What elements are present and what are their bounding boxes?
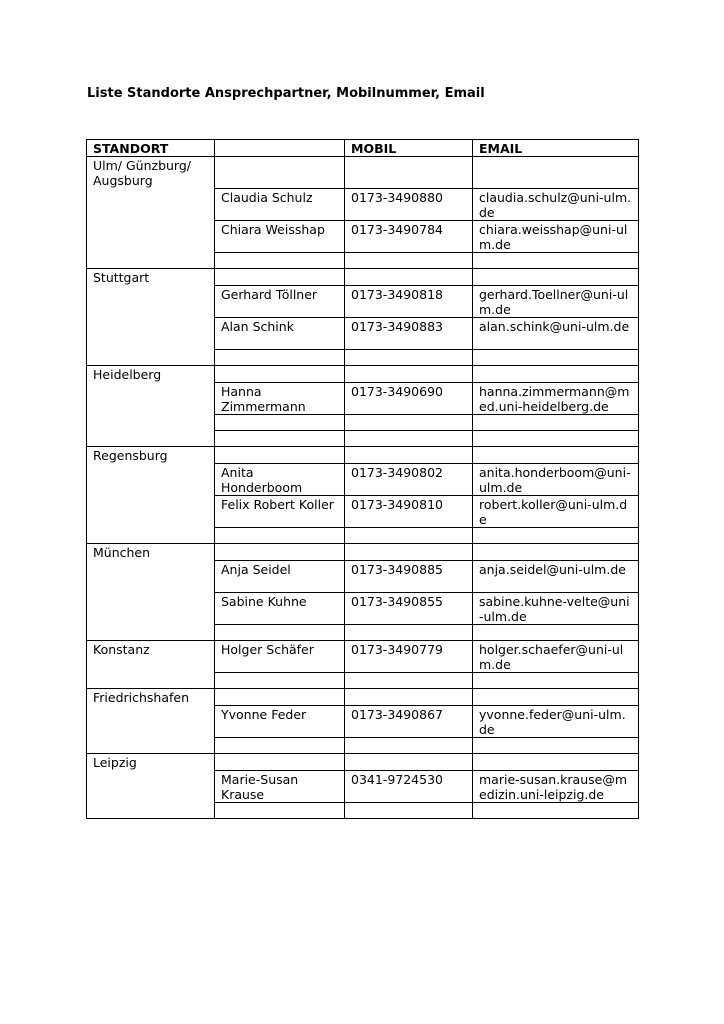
cell-name: Alan Schink [215, 318, 345, 350]
table-row [87, 447, 639, 464]
cell-standort: München [87, 544, 215, 641]
cell-email: robert.koller@uni-ulm.de [473, 496, 639, 528]
cell-mobil: 0173-3490802 [345, 464, 473, 496]
table-row [87, 366, 639, 383]
cell-email [473, 157, 639, 189]
cell-email [473, 366, 639, 383]
cell-mobil: 0173-3490885 [345, 561, 473, 593]
cell-standort: Ulm/ Günzburg/ Augsburg [87, 157, 215, 269]
cell-email [473, 625, 639, 641]
cell-mobil [345, 738, 473, 754]
cell-email [473, 673, 639, 689]
cell-name: Holger Schäfer [215, 641, 345, 673]
cell-mobil [345, 253, 473, 269]
cell-email [473, 544, 639, 561]
cell-name [215, 366, 345, 383]
cell-email [473, 350, 639, 366]
cell-name: Hanna Zimmermann [215, 383, 345, 415]
cell-mobil [345, 415, 473, 431]
cell-mobil [345, 350, 473, 366]
cell-name: Felix Robert Koller [215, 496, 345, 528]
cell-name [215, 415, 345, 431]
cell-mobil: 0173-3490867 [345, 706, 473, 738]
cell-name [215, 689, 345, 706]
cell-mobil [345, 689, 473, 706]
header-name [215, 140, 345, 157]
cell-standort: Konstanz [87, 641, 215, 689]
table-row [87, 157, 639, 189]
cell-mobil: 0173-3490883 [345, 318, 473, 350]
cell-name: Sabine Kuhne [215, 593, 345, 625]
table-row [87, 544, 639, 561]
cell-mobil: 0173-3490855 [345, 593, 473, 625]
cell-email [473, 528, 639, 544]
cell-name [215, 754, 345, 771]
header-standort: STANDORT [87, 140, 215, 157]
cell-email: chiara.weisshap@uni-ulm.de [473, 221, 639, 253]
cell-mobil [345, 803, 473, 819]
table-header-row [87, 140, 639, 157]
cell-mobil [345, 269, 473, 286]
cell-mobil [345, 544, 473, 561]
cell-name: Anja Seidel [215, 561, 345, 593]
contacts-table [86, 139, 639, 819]
cell-name: Marie-Susan Krause [215, 771, 345, 803]
cell-standort: Leipzig [87, 754, 215, 819]
header-mobil: MOBIL [345, 140, 473, 157]
header-email: EMAIL [473, 140, 639, 157]
cell-name [215, 738, 345, 754]
cell-mobil [345, 447, 473, 464]
cell-name [215, 350, 345, 366]
document-title: Liste Standorte Ansprechpartner, Mobilnummer, Email [87, 86, 485, 101]
cell-email [473, 415, 639, 431]
cell-name [215, 431, 345, 447]
cell-mobil: 0341-9724530 [345, 771, 473, 803]
cell-mobil [345, 528, 473, 544]
cell-name [215, 253, 345, 269]
cell-email: gerhard.Toellner@uni-ulm.de [473, 286, 639, 318]
cell-name [215, 544, 345, 561]
cell-mobil [345, 157, 473, 189]
cell-mobil [345, 625, 473, 641]
table-row [87, 641, 639, 673]
cell-email [473, 803, 639, 819]
cell-email [473, 431, 639, 447]
cell-name [215, 803, 345, 819]
cell-email [473, 689, 639, 706]
cell-mobil [345, 431, 473, 447]
cell-mobil: 0173-3490784 [345, 221, 473, 253]
cell-email [473, 253, 639, 269]
cell-email [473, 269, 639, 286]
cell-name [215, 157, 345, 189]
cell-name [215, 269, 345, 286]
cell-email: anita.honderboom@uni-ulm.de [473, 464, 639, 496]
cell-mobil [345, 366, 473, 383]
cell-email: holger.schaefer@uni-ulm.de [473, 641, 639, 673]
cell-name: Chiara Weisshap [215, 221, 345, 253]
cell-email [473, 447, 639, 464]
cell-email: yvonne.feder@uni-ulm.de [473, 706, 639, 738]
cell-name [215, 528, 345, 544]
cell-standort: Regensburg [87, 447, 215, 544]
cell-email: hanna.zimmermann@med.uni-heidelberg.de [473, 383, 639, 415]
cell-email: marie-susan.krause@medizin.uni-leipzig.de [473, 771, 639, 803]
cell-standort: Friedrichshafen [87, 689, 215, 754]
cell-standort: Heidelberg [87, 366, 215, 447]
cell-email: alan.schink@uni-ulm.de [473, 318, 639, 350]
cell-mobil: 0173-3490880 [345, 189, 473, 221]
table-row [87, 754, 639, 771]
cell-mobil: 0173-3490690 [345, 383, 473, 415]
cell-name [215, 625, 345, 641]
cell-mobil [345, 673, 473, 689]
cell-mobil: 0173-3490810 [345, 496, 473, 528]
cell-name: Anita Honderboom [215, 464, 345, 496]
cell-email: anja.seidel@uni-ulm.de [473, 561, 639, 593]
cell-email: sabine.kuhne-velte@uni-ulm.de [473, 593, 639, 625]
cell-mobil: 0173-3490779 [345, 641, 473, 673]
table-row [87, 269, 639, 286]
cell-mobil: 0173-3490818 [345, 286, 473, 318]
cell-name: Yvonne Feder [215, 706, 345, 738]
cell-name: Gerhard Töllner [215, 286, 345, 318]
cell-email: claudia.schulz@uni-ulm.de [473, 189, 639, 221]
cell-email [473, 738, 639, 754]
cell-name [215, 673, 345, 689]
table-row [87, 689, 639, 706]
cell-name: Claudia Schulz [215, 189, 345, 221]
cell-name [215, 447, 345, 464]
cell-standort: Stuttgart [87, 269, 215, 366]
cell-mobil [345, 754, 473, 771]
cell-email [473, 754, 639, 771]
